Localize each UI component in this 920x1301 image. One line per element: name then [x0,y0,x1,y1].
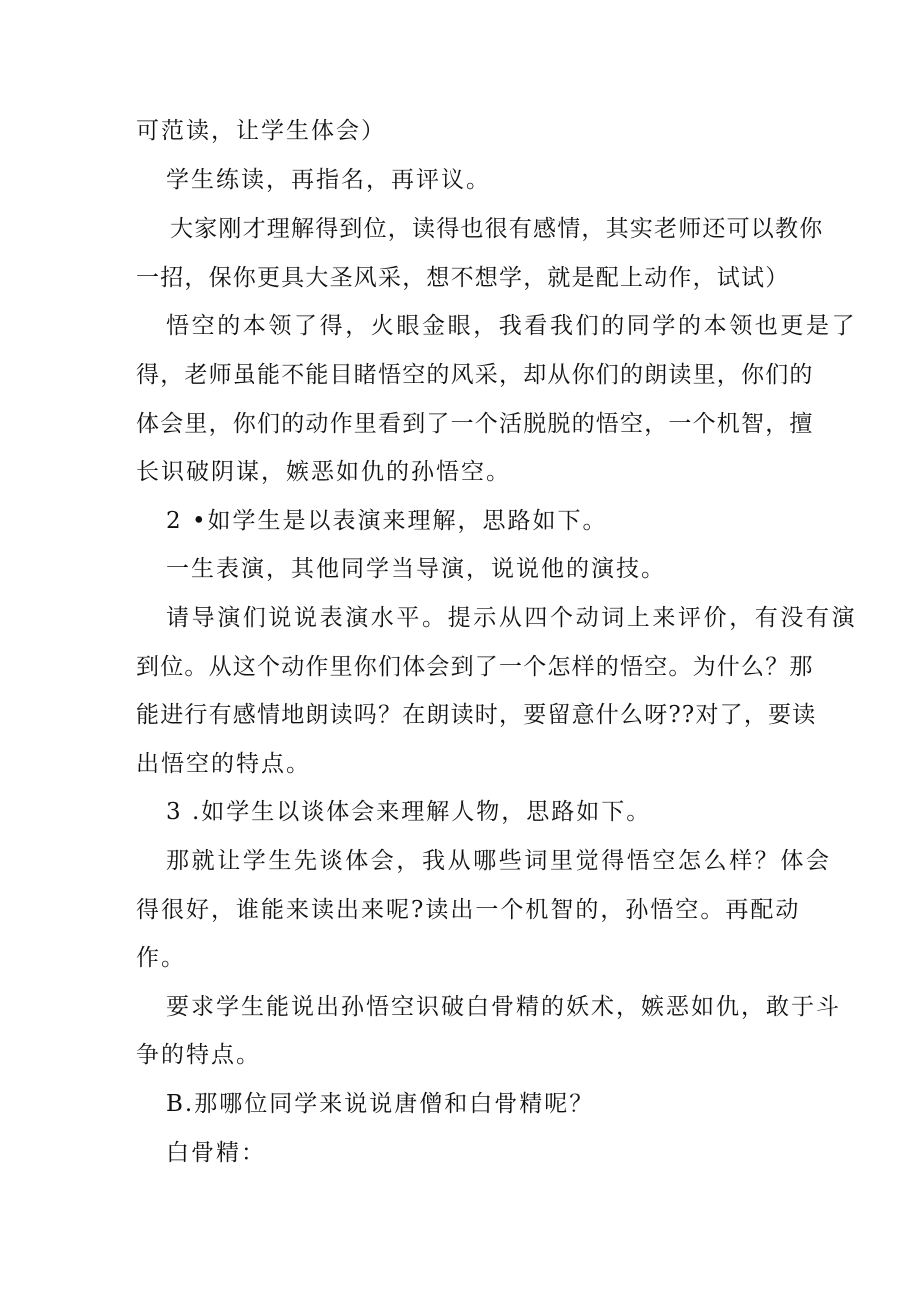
text-line: 学生练读，再指名，再评议。 [166,167,491,193]
text-line: 一招，保你更具大圣风采，想不想学，就是配上动作，试试） [136,265,790,291]
text-line: 得很好，谁能来读出来呢?读出一个机智的，孙悟空。再配动 [136,897,801,923]
text-line: 请导演们说说表演水平。提示从四个动词上来评价，有没有演 [166,605,858,631]
text-line: 可范读，让学生体会） [136,118,386,144]
text-line: 一生表演，其他同学当导演，说说他的演技。 [166,556,666,582]
text-line: 2 •如学生是以表演来理解，思路如下。 [166,508,608,534]
text-line: 长识破阴谋，嫉恶如仇的孙悟空。 [136,459,511,485]
text-line: 争的特点。 [136,1042,261,1068]
text-line: 得，老师虽能不能目睹悟空的风采，却从你们的朗读里，你们的 [136,362,814,388]
text-line: 体会里，你们的动作里看到了一个活脱脱的悟空，一个机智，擅 [136,411,814,437]
text-line: 大家刚才理解得到位，读得也很有感情，其实老师还可以教你 [170,216,824,242]
text-line: 出悟空的特点。 [136,751,311,777]
text-line: 悟空的本领了得，火眼金眼，我看我们的同学的本领也更是了 [166,313,858,339]
text-line: 那就让学生先谈体会，我从哪些词里觉得悟空怎么样？体会 [166,848,832,874]
text-line: B.那哪位同学来说说唐僧和白骨精呢？ [166,1091,595,1117]
text-line: 要求学生能说出孙悟空识破白骨精的妖术，嫉恶如仇，敢于斗 [166,994,841,1020]
text-line: 作。 [136,945,186,971]
text-line: 白骨精： [166,1140,266,1166]
text-line: 到位。从这个动作里你们体会到了一个怎样的悟空。为什么？那 [136,654,814,680]
text-line: 3 .如学生以谈体会来理解人物，思路如下。 [166,799,652,825]
text-line: 能进行有感情地朗读吗？在朗读时，要留意什么呀??对了，要读 [136,702,817,728]
